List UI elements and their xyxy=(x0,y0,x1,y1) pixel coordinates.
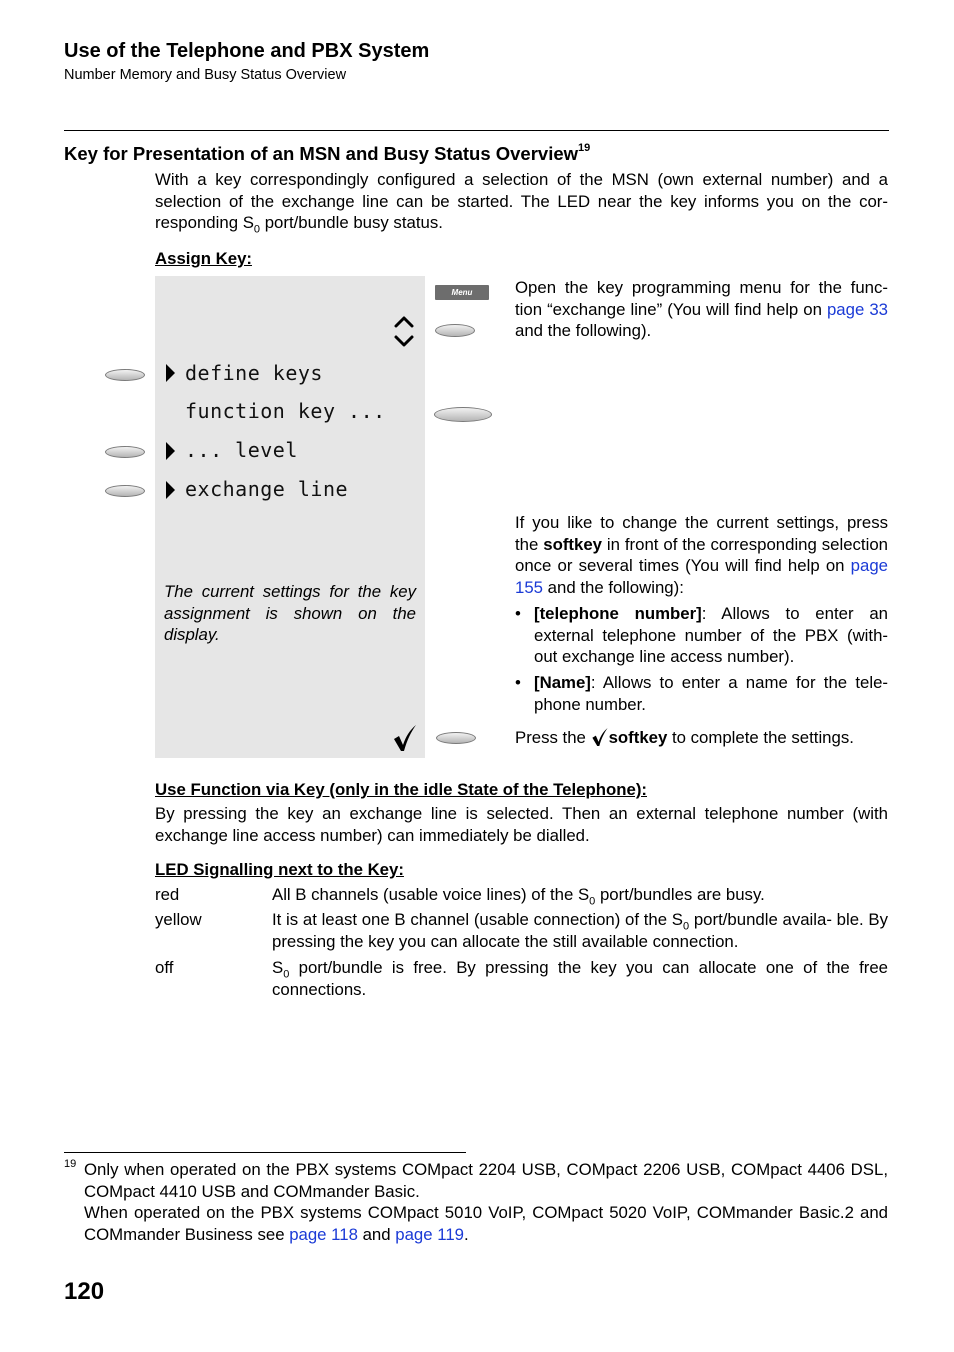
selection-arrow-icon xyxy=(166,442,175,460)
display-line-exchange-line: exchange line xyxy=(185,477,349,501)
footnote-line-1: Only when operated on the PBX systems COMpact 2204 USB, COMpact 2206 USB, COMpact 4406 DSL, COMpact 4410 USB and COMmander Basic. xyxy=(84,1160,888,1201)
page-number: 120 xyxy=(64,1278,105,1305)
bullet-name xyxy=(515,672,888,715)
use-function-text: By pressing the key an exchange line is selected. Then an external telephone number (with exchange line access number) can immediately be dialled. xyxy=(155,804,888,845)
intro-line-2: selection of the exchange line can be started. The LED near the key informs you on the cor- xyxy=(155,191,888,211)
led-state-red: red xyxy=(155,885,180,904)
link-page-33[interactable]: page 33 xyxy=(826,299,888,319)
softkey-level[interactable] xyxy=(105,446,145,458)
display-note: The current settings for the key assignment is shown on the display. xyxy=(164,582,416,644)
step-open-menu: Open the key programming menu for the func- tion “exchange line” (You will find help on page 33 and the following). xyxy=(515,278,888,340)
led-desc-yellow: It is at least one B channel (usable connection) of the $S_0$ port/bundle availa- ble. By pressing the key you can allocate the still available connection. xyxy=(272,910,888,951)
footnote-ref[interactable]: 19 xyxy=(578,141,591,154)
intro-line-3: responding $S_0$ port/bundle busy status. xyxy=(155,213,443,236)
display-line-define-keys: define keys xyxy=(185,361,323,385)
led-desc-red: All B channels (usable voice lines) of the $S_0$ port/bundles are busy. xyxy=(272,885,765,908)
checkmark-icon xyxy=(392,724,418,752)
bullet-text: [Name]: Allows to enter a name for the tele- phone number. xyxy=(534,673,888,714)
intro-paragraph xyxy=(155,169,888,234)
display-line-function-key: function key ... xyxy=(185,399,386,423)
bullet-text: [telephone number]: Allows to enter an external telephone number of the PBX (with- out exchange line access number). xyxy=(534,604,888,666)
led-desc-off: $S_0$ port/bundle is free. By pressing the key you can allocate one of the free connections. xyxy=(272,958,888,999)
selection-arrow-icon xyxy=(166,481,175,499)
link-page-118[interactable]: page 118 xyxy=(289,1224,358,1244)
phone-display xyxy=(155,276,425,758)
section-title xyxy=(64,143,590,165)
link-page-119[interactable]: page 119 xyxy=(395,1224,465,1244)
selection-arrow-icon xyxy=(166,364,175,382)
softkey-define-keys[interactable] xyxy=(105,369,145,381)
use-function-heading: Use Function via Key (only in the idle State of the Telephone): xyxy=(155,780,647,799)
softkey-exchange-line[interactable] xyxy=(105,485,145,497)
bullet-symbol: • xyxy=(515,604,521,623)
menu-button[interactable]: Menu xyxy=(435,285,489,300)
footnote-divider xyxy=(64,1152,466,1153)
section-title-text: Key for Presentation of an MSN and Busy Status Overview xyxy=(64,143,579,164)
led-state-yellow: yellow xyxy=(155,910,202,929)
bullet-telephone-number xyxy=(515,603,888,668)
display-line-level: ... level xyxy=(185,438,298,462)
softkey-confirm[interactable] xyxy=(436,732,476,744)
function-key[interactable] xyxy=(434,407,492,422)
led-state-off: off xyxy=(155,958,174,977)
footnote-number: 19 xyxy=(64,1158,77,1170)
header-divider xyxy=(64,130,889,131)
chapter-title: Use of the Telephone and PBX System xyxy=(64,40,430,62)
checkmark-icon xyxy=(591,727,609,747)
assign-key-heading: Assign Key: xyxy=(155,249,252,268)
step-change-settings: If you like to change the current settings, press the softkey in front of the corresponding selection once or several times (You will find help on page 155 and the following): xyxy=(515,513,888,597)
bullet-symbol: • xyxy=(515,673,521,692)
footnote-line-2: When operated on the PBX systems COMpact 5010 VoIP, COMpact 5020 VoIP, COMmander Basic.2 and COMmander Business see page 118 and page 119. xyxy=(84,1203,888,1244)
intro-line-1: With a key correspondingly configured a selection of the MSN (own external number) and a xyxy=(155,170,888,189)
step-complete: Press the softkey to complete the settings. xyxy=(515,728,854,747)
up-down-scroll-icon xyxy=(393,314,415,350)
chapter-subtitle: Number Memory and Busy Status Overview xyxy=(64,67,347,83)
scroll-key[interactable] xyxy=(435,324,475,337)
link-page-155[interactable]: page 155 xyxy=(515,556,888,597)
led-heading: LED Signalling next to the Key: xyxy=(155,860,404,879)
